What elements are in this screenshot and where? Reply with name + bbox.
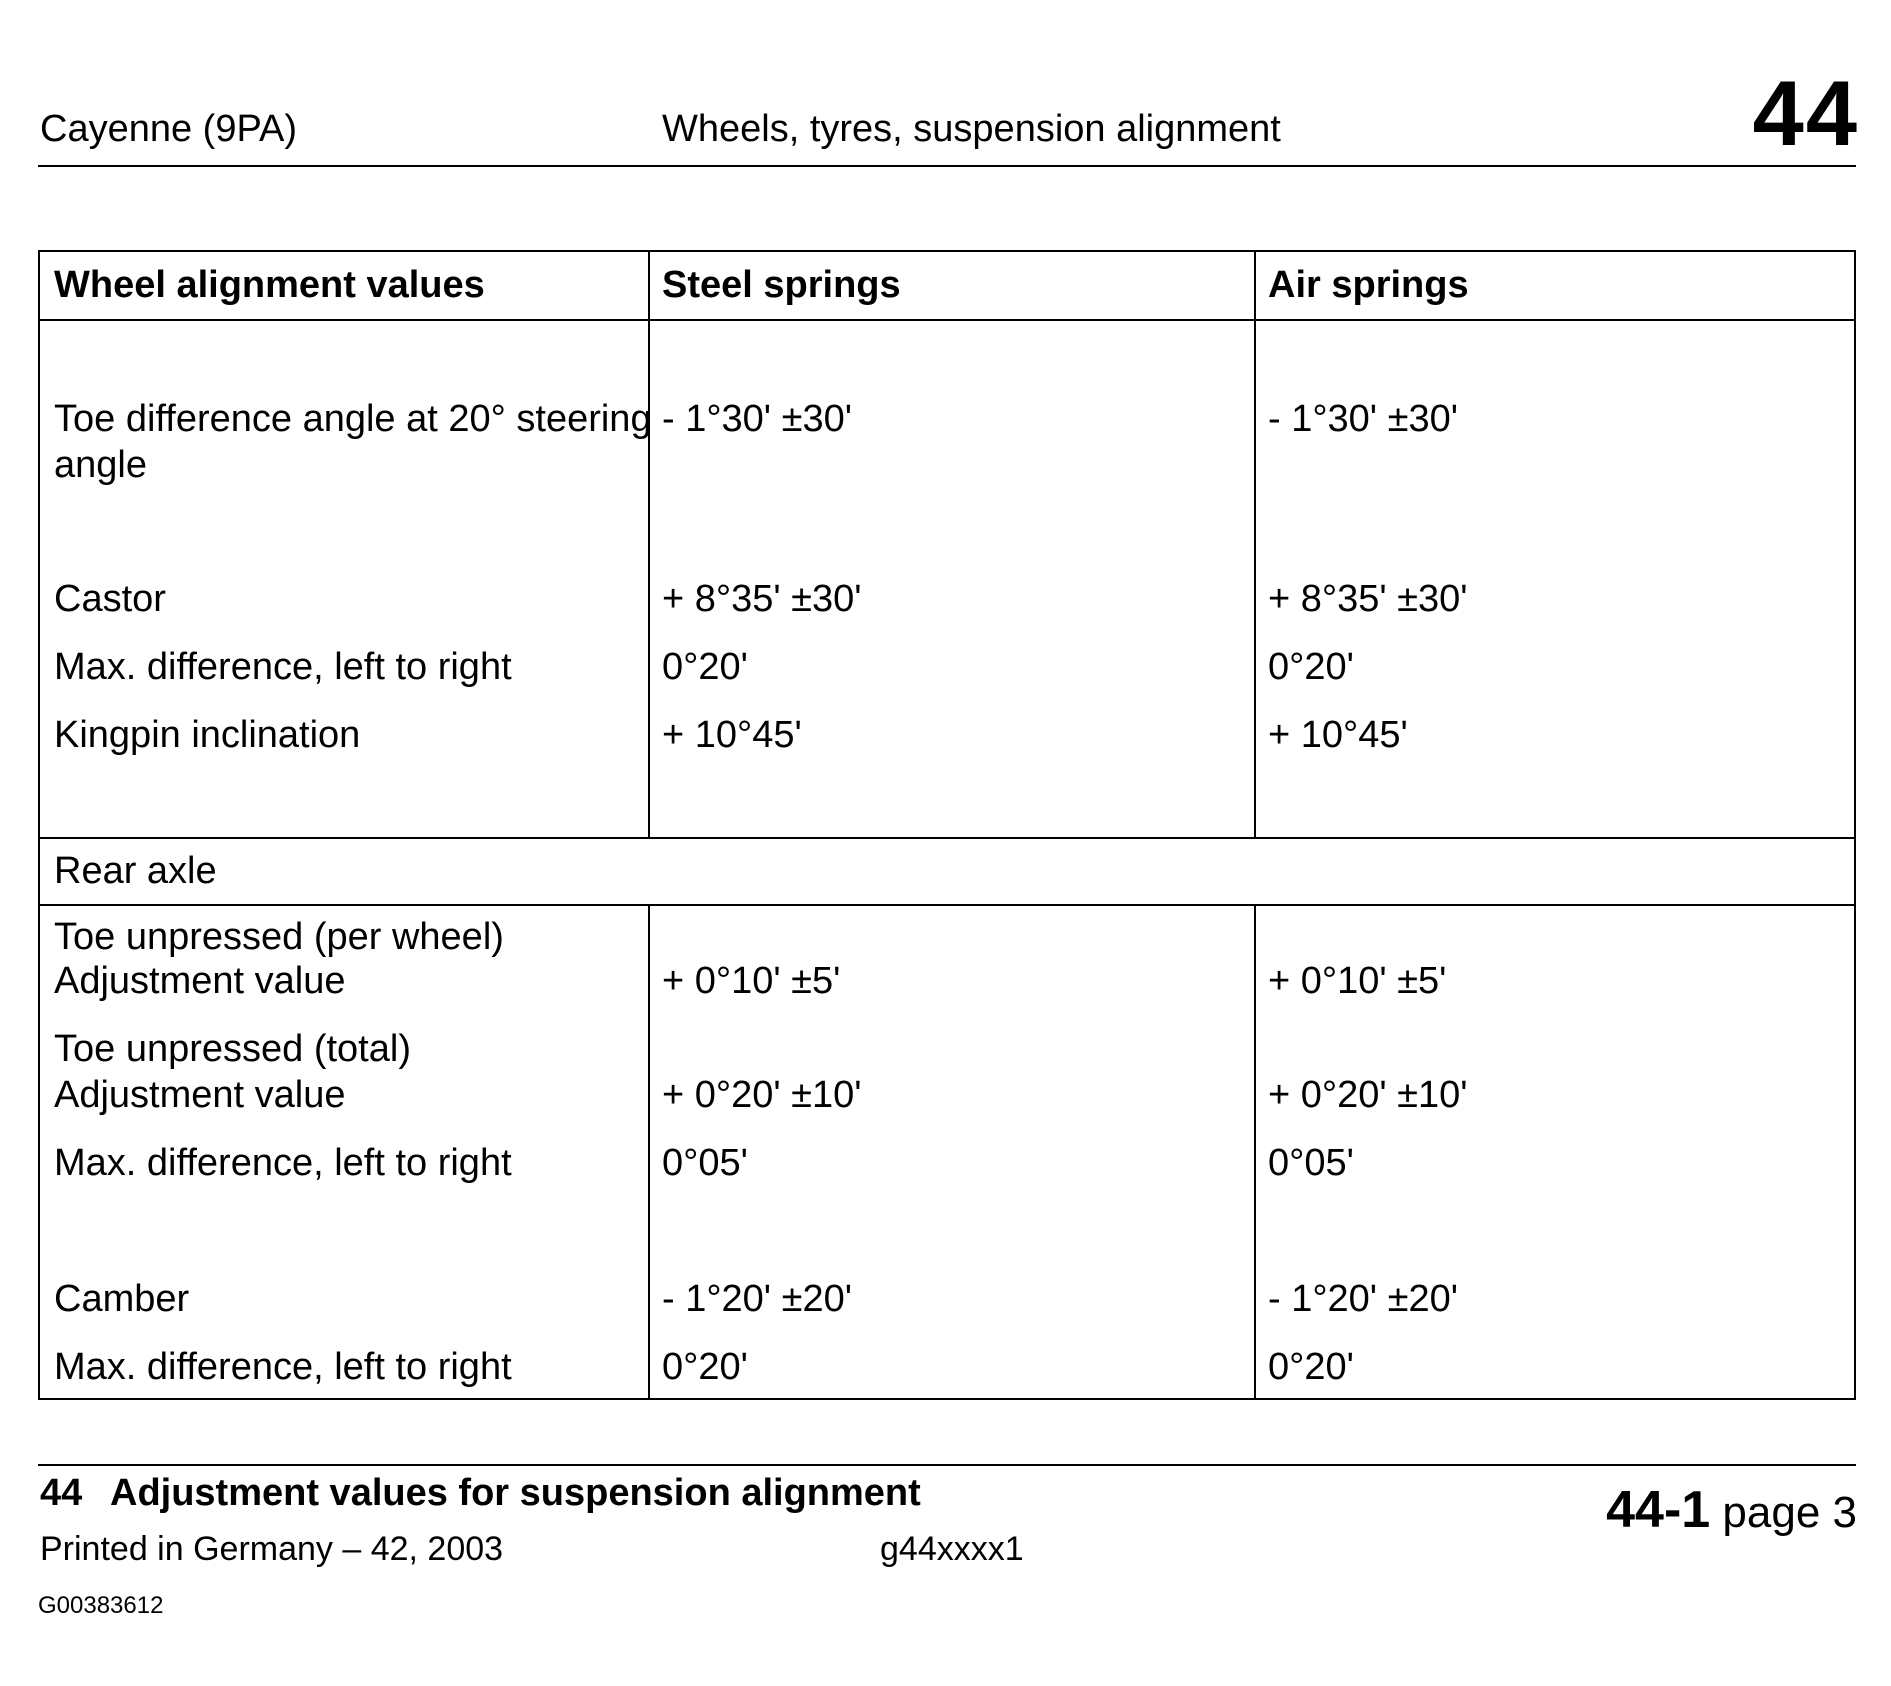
page-reference-bold: 44-1 — [1606, 1481, 1711, 1539]
footer-rule — [38, 1464, 1856, 1466]
row-label: Max. difference, left to right — [54, 1142, 512, 1184]
column-divider — [1254, 904, 1256, 1398]
steel-value: - 1°30' ±30' — [662, 398, 852, 440]
row-divider — [40, 904, 1854, 906]
steel-value: 0°20' — [662, 646, 748, 688]
section-number: 44 — [40, 1472, 83, 1514]
air-value: + 0°10' ±5' — [1268, 960, 1447, 1002]
row-divider — [40, 319, 1854, 321]
air-value: - 1°30' ±30' — [1268, 398, 1458, 440]
column-header: Steel springs — [662, 264, 901, 306]
air-value: - 1°20' ±20' — [1268, 1278, 1458, 1320]
section-title: Adjustment values for suspension alignment — [110, 1472, 921, 1514]
row-label: Camber — [54, 1278, 190, 1320]
row-label: Toe difference angle at 20° steering — [54, 398, 652, 440]
row-label: Adjustment value — [54, 960, 346, 1002]
steel-value: - 1°20' ±20' — [662, 1278, 852, 1320]
air-value: + 8°35' ±30' — [1268, 578, 1468, 620]
steel-value: + 0°10' ±5' — [662, 960, 841, 1002]
air-value: 0°05' — [1268, 1142, 1354, 1184]
row-label: Adjustment value — [54, 1074, 346, 1116]
column-divider — [648, 252, 650, 837]
document-id: G00383612 — [38, 1592, 164, 1619]
air-value: 0°20' — [1268, 1346, 1354, 1388]
row-label: Kingpin inclination — [54, 714, 361, 756]
steel-value: + 8°35' ±30' — [662, 578, 862, 620]
row-label: Max. difference, left to right — [54, 1346, 512, 1388]
row-label: Toe unpressed (per wheel) — [54, 916, 504, 958]
column-header: Air springs — [1268, 264, 1469, 306]
header-rule — [38, 165, 1856, 167]
document-title: Wheels, tyres, suspension alignment — [662, 108, 1281, 150]
row-label: angle — [54, 444, 147, 486]
section-label-rear-axle: Rear axle — [54, 850, 217, 892]
steel-value: + 0°20' ±10' — [662, 1074, 862, 1116]
document-code: g44xxxx1 — [880, 1530, 1024, 1568]
row-label: Toe unpressed (total) — [54, 1028, 411, 1070]
print-info: Printed in Germany – 42, 2003 — [40, 1530, 504, 1568]
alignment-table — [38, 250, 1856, 1400]
steel-value: 0°20' — [662, 1346, 748, 1388]
air-value: + 10°45' — [1268, 714, 1408, 756]
vehicle-model: Cayenne (9PA) — [40, 108, 297, 150]
steel-value: + 10°45' — [662, 714, 802, 756]
steel-value: 0°05' — [662, 1142, 748, 1184]
air-value: + 0°20' ±10' — [1268, 1074, 1468, 1116]
air-value: 0°20' — [1268, 646, 1354, 688]
chapter-number: 44 — [1752, 63, 1859, 165]
row-divider — [40, 837, 1854, 839]
column-divider — [1254, 252, 1256, 837]
page-reference — [1606, 1480, 1857, 1540]
row-label: Castor — [54, 578, 166, 620]
page-reference-text: page 3 — [1722, 1488, 1857, 1537]
column-header: Wheel alignment values — [54, 264, 485, 306]
row-label: Max. difference, left to right — [54, 646, 512, 688]
column-divider — [648, 904, 650, 1398]
